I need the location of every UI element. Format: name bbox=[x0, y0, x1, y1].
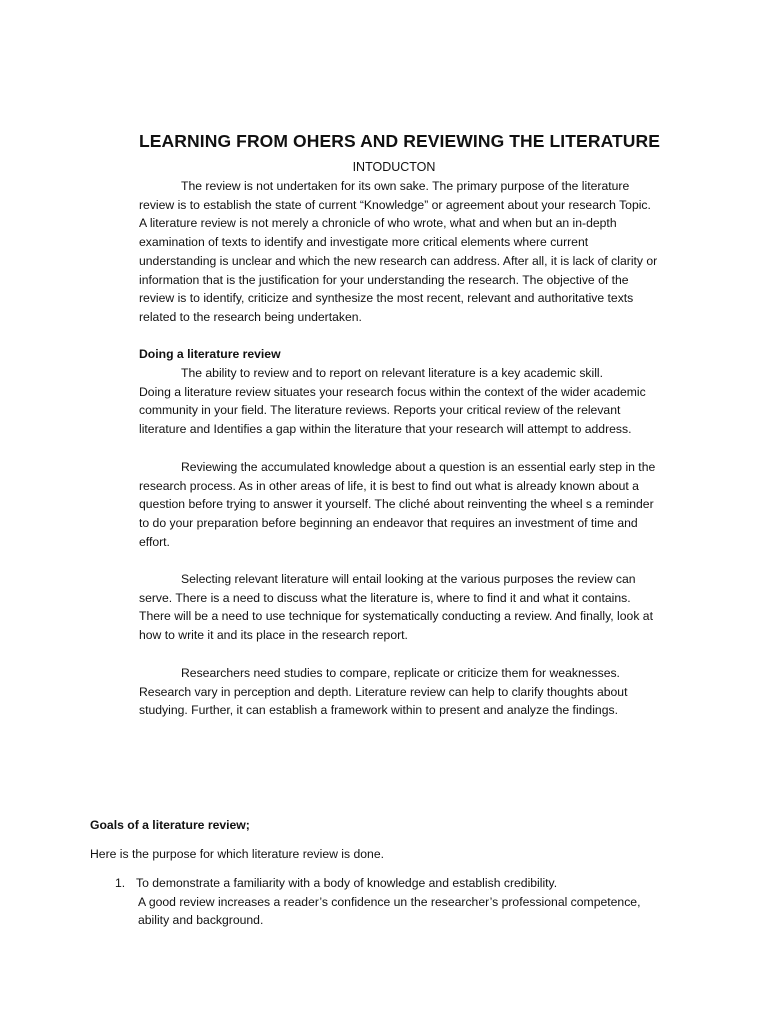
doing-review-paragraph-1 bbox=[139, 364, 659, 439]
section-heading-goals: Goals of a literature review; bbox=[90, 818, 250, 832]
list-item-continuation: A good review increases a reader’s confidence un the researcher’s professional competence, ability and background. bbox=[138, 894, 641, 928]
doing-review-paragraph-2: Reviewing the accumulated knowledge about a question is an essential early step in the research process. As in other areas of life, it is best to find out what is already known about a question before trying to answer it yourself. The cliché about reinventing the wheel s a reminder to do your preparation before beginning an endeavor that requires an investment of time and effort. bbox=[139, 460, 656, 549]
list-item-first-line: To demonstrate a familiarity with a body of knowledge and establish credibility. bbox=[136, 876, 558, 890]
document-title: LEARNING FROM OHERS AND REVIEWING THE LITERATURE bbox=[139, 131, 661, 151]
doing-review-paragraph-1-rest: Doing a literature review situates your research focus within the context of the wider academic community in your field. The literature reviews. Reports your critical review of the relevant literature and Identifies a gap within the literature that your research will attempt to address. bbox=[139, 384, 646, 437]
doing-review-paragraph-4: Researchers need studies to compare, replicate or criticize them for weaknesses. Research vary in perception and depth. Literature review can help to clarify thoughts about studying. Further, it can establish a framework within to present and analyze the findings. bbox=[139, 666, 628, 718]
intro-paragraph: The review is not undertaken for its own sake. The primary purpose of the literature review is to establish the state of current “Knowledge” or agreement about your research Topic. A literature review is not merely a chronicle of who wrote, what and when but an in-depth examination of texts to identify and investigate more critical elements where current understanding is unclear and which the new research can address. After all, it is lack of clarity or information that is the justification for your understanding the research. The objective of the review is to identify, criticize and synthesize the most recent, relevant and authoritative texts related to the research being undertaken. bbox=[139, 179, 658, 324]
list-item-text bbox=[136, 874, 666, 930]
introduction-heading: INTODUCTON bbox=[352, 160, 436, 174]
doing-review-paragraph-1-first-line: The ability to review and to report on relevant literature is a key academic skill. bbox=[181, 366, 604, 380]
list-item-number: 1. bbox=[115, 876, 126, 890]
goals-intro: Here is the purpose for which literature review is done. bbox=[90, 847, 384, 861]
doing-review-paragraph-3: Selecting relevant literature will entail looking at the various purposes the review can serve. There is a need to discuss what the literature is, where to find it and what it contains. There will be a need to use technique for systematically conducting a review. And finally, look at how to write it and its place in the research report. bbox=[139, 572, 653, 643]
section-heading-doing-review: Doing a literature review bbox=[139, 347, 281, 361]
